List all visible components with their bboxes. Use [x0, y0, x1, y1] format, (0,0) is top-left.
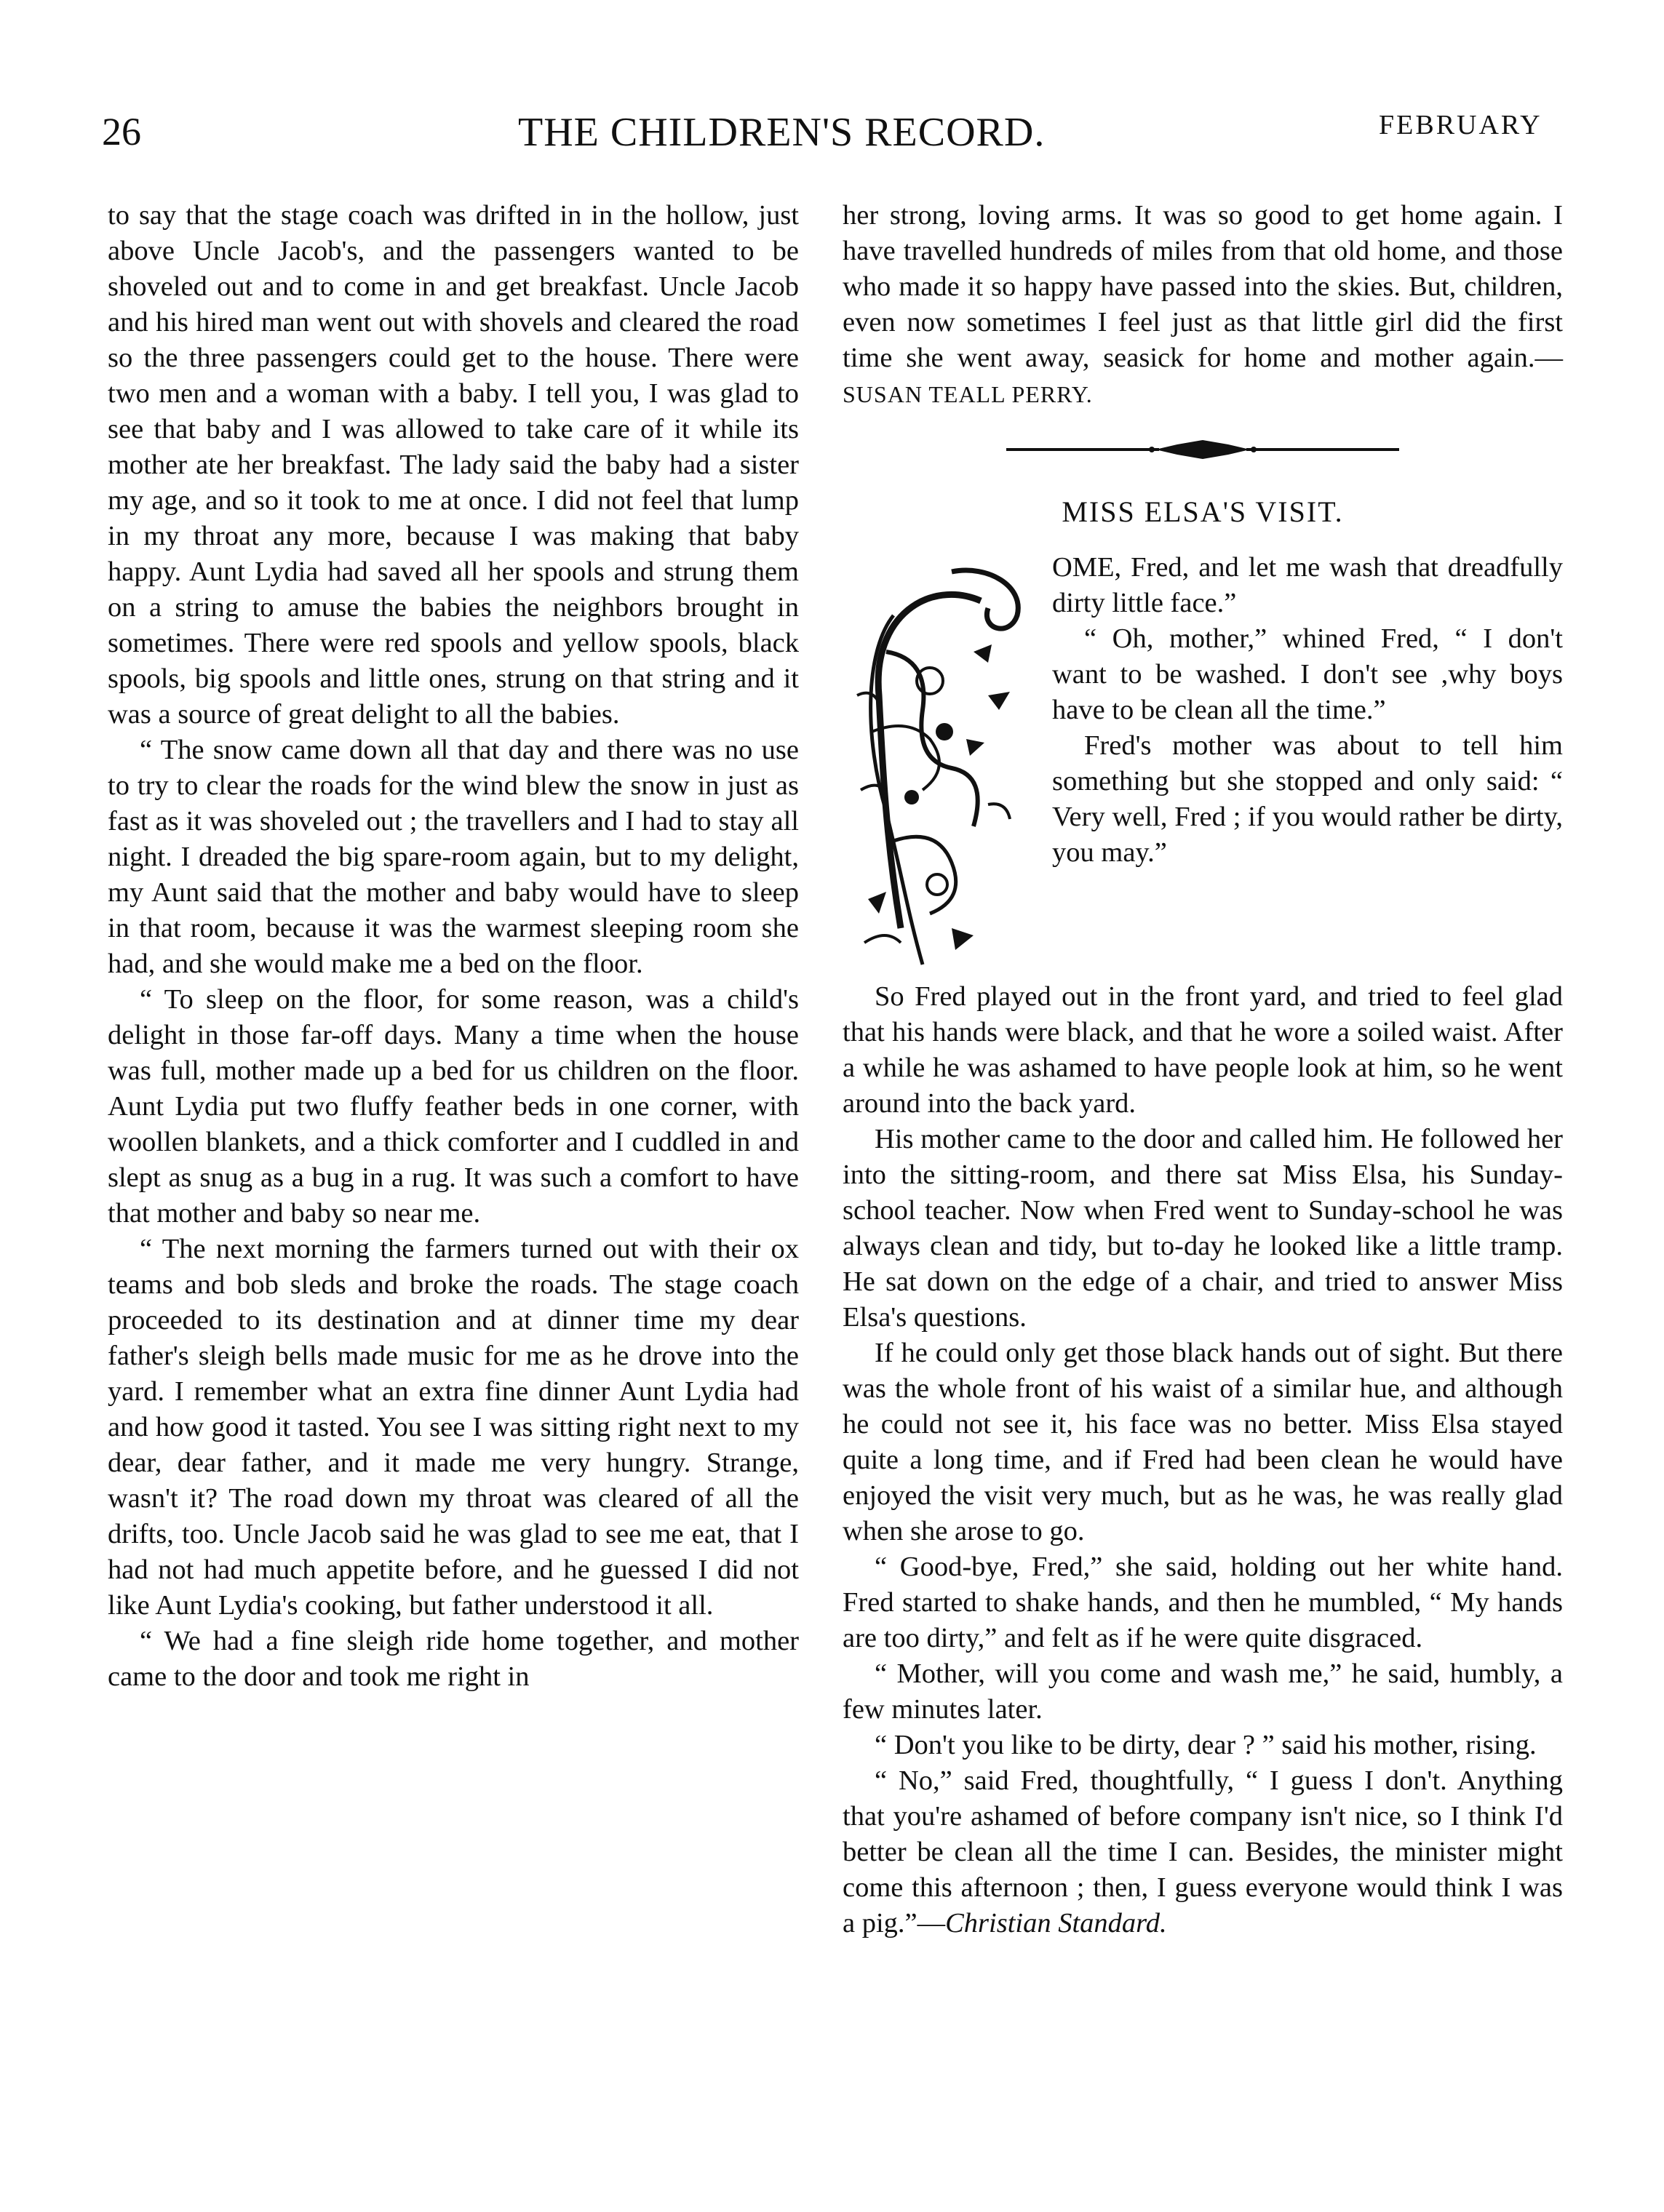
paragraph: His mother came to the door and called him. He followed her into the sitting-room, and there sat Miss Elsa, his Sunday-school teacher. Now when Fred went to Sunday-school he was always clean and tidy, but to-day he looked like a little tramp. He sat down on the edge of a chair, and tried to answer Miss Elsa's questions.: [843, 1124, 1563, 1333]
paragraph: “ Oh, mother,” whined Fred, “ I don't want to be washed. I don't see ,why boys have to be clean all the time.”: [1052, 623, 1563, 725]
ornate-drop-cap: [843, 550, 1039, 979]
final-paragraph: [843, 1763, 1563, 1941]
author-signature: SUSAN TEALL PERRY.: [843, 381, 1093, 407]
paragraph: “ Mother, will you come and wash me,” he said, humbly, a few minutes later.: [843, 1658, 1563, 1725]
issue-month: FEBRUARY: [1379, 110, 1542, 140]
paragraph: “ Don't you like to be dirty, dear ? ” said his mother, rising.: [875, 1730, 1537, 1760]
continuation-paragraph: [843, 198, 1563, 412]
story-title: MISS ELSA'S VISIT.: [1062, 495, 1344, 528]
ornate-letter-c-icon: [843, 550, 1039, 979]
paragraph: to say that the stage coach was drifted in in the hollow, just above Uncle Jacob's, and the passengers wanted to be shoveled out and to come in and get breakfast. Uncle Jacob and his hired man went out with shovels and cleared the road so the three passengers could get to the house. There were two men and a woman with a baby. I tell you, I was glad to see that baby and I was allowed to take care of it while its mother ate her breakfast. The lady said the baby had a sister my age, and so it took to me at once. I did not feel that lump in my throat any more, because I was making that baby happy. Aunt Lydia had saved all her spools and strung them on a string to amuse the babies the neighbors brought in sometimes. There were red spools and yellow spools, black spools, big spools and little ones, strung on that string and it was a source of great delight to all the babies.: [108, 200, 799, 730]
ornamental-divider-icon: [1006, 439, 1399, 460]
page-number: 26: [102, 110, 141, 153]
source-credit: Christian Standard.: [945, 1908, 1167, 1939]
paragraph: “ The next morning the farmers turned out with their ox teams and bob sleds and broke the roads. The stage coach proceeded to its destination and at dinner time my dear father's sleigh bells made music for me as he drove into the yard. I remember what an extra fine dinner Aunt Lydia had and how good it tasted. You see I was sitting right next to my dear, dear father, and it made me very hungry. Strange, wasn't it? The road down my throat was cleared of all the drifts, too. Uncle Jacob said he was glad to see me eat, that I had not had much appetite before, and he guessed I did not like Aunt Lydia's cooking, but father understood it all.: [108, 1234, 799, 1621]
paragraph: So Fred played out in the front yard, and tried to feel glad that his hands were black, and that he wore a soiled waist. After a while he was ashamed to have people look at him, so he went around into the back yard.: [843, 981, 1563, 1119]
right-column: [843, 198, 1563, 1941]
final-text: “ No,” said Fred, thoughtfully, “ I guess I don't. Anything that you're ashamed of before company isn't nice, so I think I'd better be clean all the time I can. Besides, the minister might come this afternoon ; then, I guess everyone would think I was a pig.”—: [843, 1765, 1563, 1939]
paragraph: “ The snow came down all that day and there was no use to try to clear the roads for the wind blew the snow in just as fast as it was shoveled out ; the travellers and I had to stay all night. I dreaded the big spare-room again, but to my delight, my Aunt said that the mother and baby would have to sleep in that room, because it was the warmest sleeping room she had, and she would make me a bed on the floor.: [108, 735, 799, 979]
publication-title: THE CHILDREN'S RECORD.: [518, 110, 1046, 155]
left-column: [108, 198, 799, 1695]
story-opening: OME, Fred, and let me wash that dreadfully dirty little face.”: [1052, 552, 1563, 618]
paragraph: “ We had a fine sleigh ride home together, and mother came to the door and took me right in: [108, 1626, 799, 1692]
continuation-text: her strong, loving arms. It was so good to get home again. I have travelled hundreds of miles from that old home, and those who made it so happy have passed into the skies. But, children, even now sometimes I feel just as that little girl did the first time she went away, seasick for home and mother again.—: [843, 200, 1563, 373]
paragraph: “ To sleep on the floor, for some reason, was a child's delight in those far-off days. Many a time when the house was full, mother made up a bed for us children on the floor. Aunt Lydia put two fluffy feather beds in one corner, with woollen blankets, and a thick comforter and I cuddled in and slept as snug as a bug in a rug. It was such a comfort to have that mother and baby so near me.: [108, 984, 799, 1229]
paragraph: “ Good-bye, Fred,” she said, holding out her white hand. Fred started to shake hands, and then he mumbled, “ My hands are too dirty,” and felt as if he were quite disgraced.: [843, 1552, 1563, 1653]
paragraph: If he could only get those black hands out of sight. But there was the whole front of his waist of a similar hue, and although he could not see it, his face was no better. Miss Elsa stayed quite a long time, and if Fred had been clean he would have enjoyed the visit very much, but as he was, he was really glad when she arose to go.: [843, 1338, 1563, 1546]
paragraph: Fred's mother was about to tell him something but she stopped and only said: “ Very well, Fred ; if you would rather be dirty, you may.”: [1052, 730, 1563, 868]
